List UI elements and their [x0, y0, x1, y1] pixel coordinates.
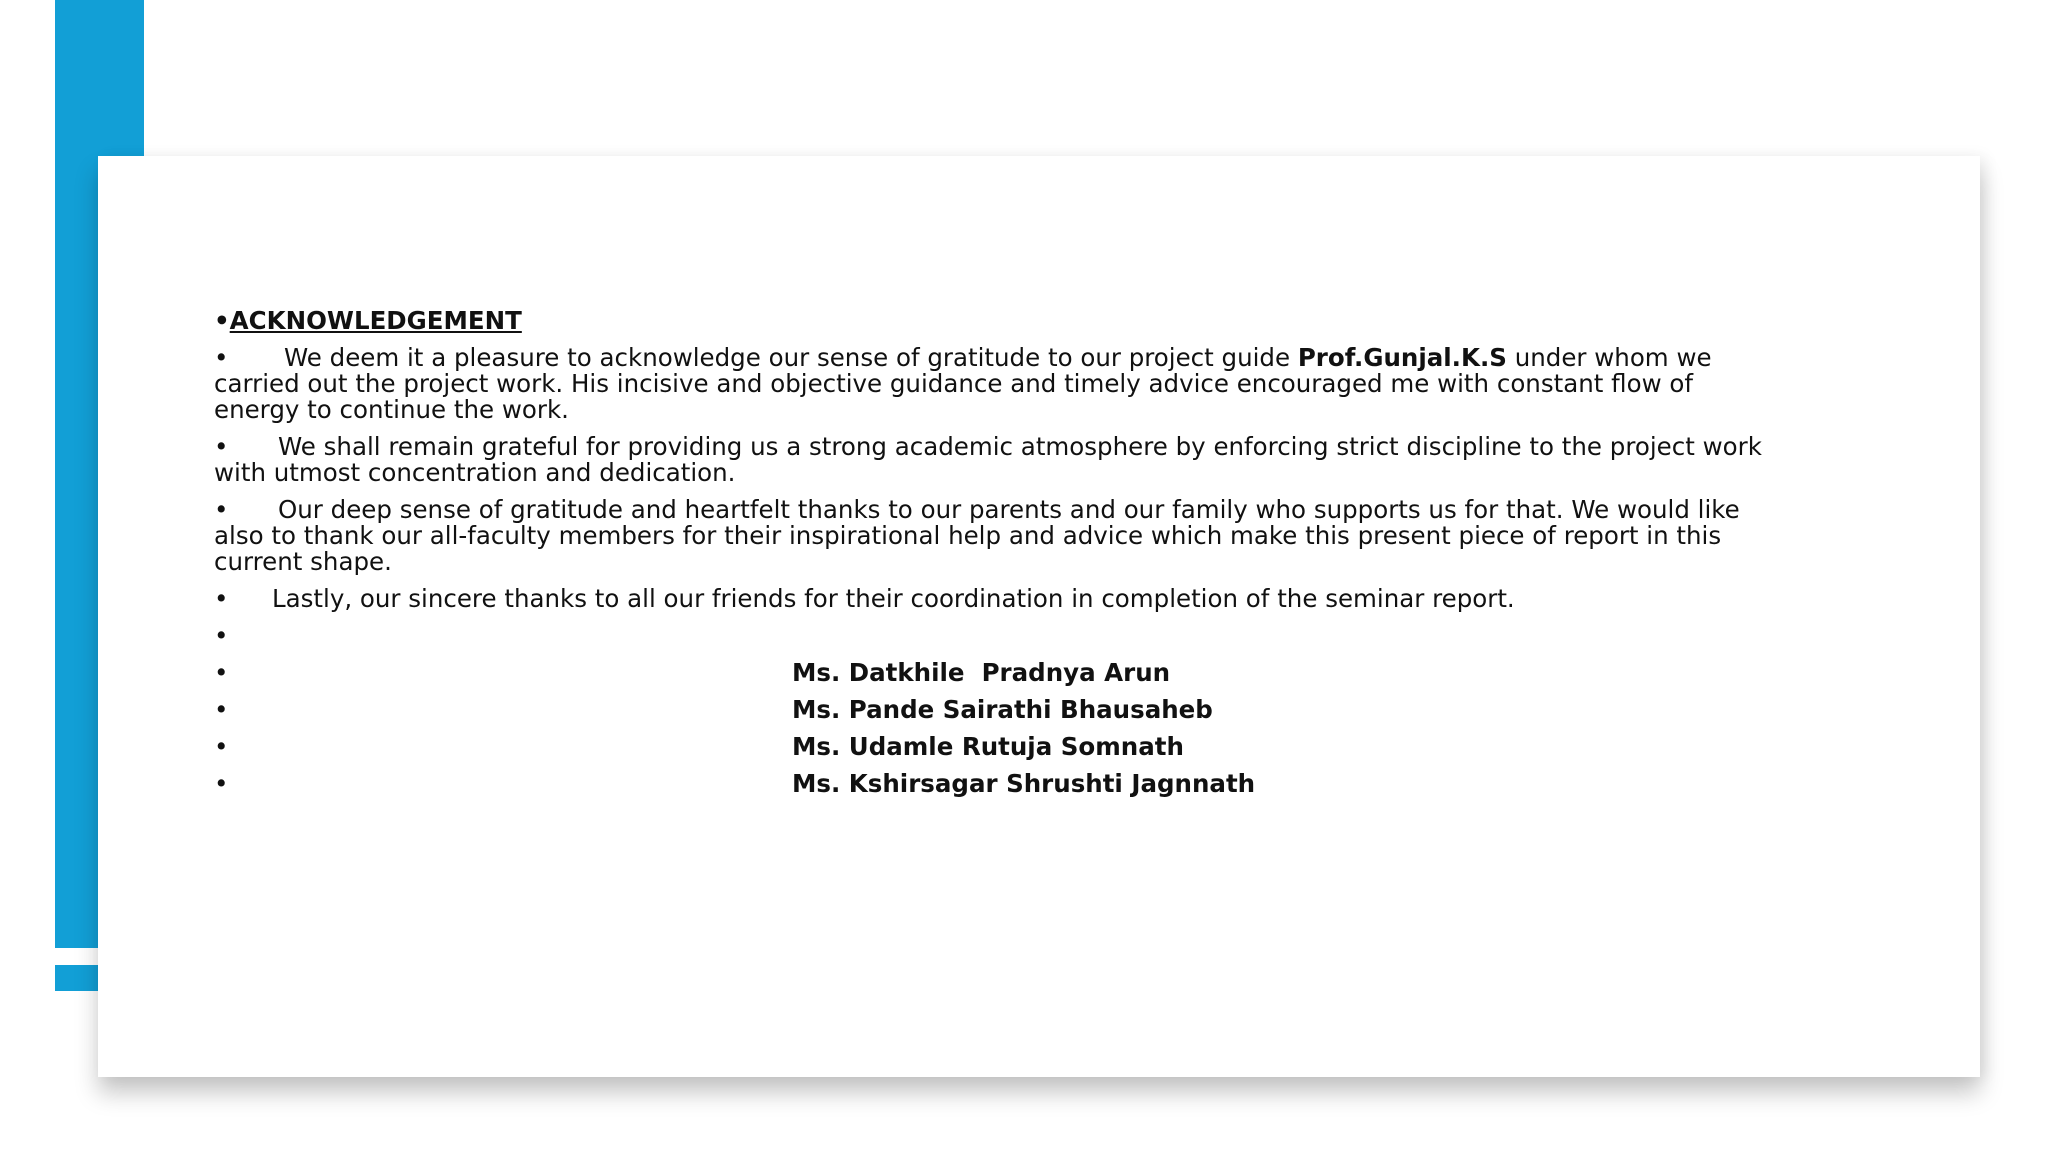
signatory-name: Ms. Udamle Rutuja Somnath	[792, 732, 1184, 761]
accent-bar-small	[55, 965, 98, 991]
signatory-row	[214, 771, 1774, 797]
paragraph-4-text: Lastly, our sincere thanks to all our friends for their coordination in completion of the seminar report.	[272, 584, 1515, 613]
empty-bullet-row	[214, 623, 1774, 649]
bullet: •	[214, 343, 229, 372]
paragraph-1-text-before: We deem it a pleasure to acknowledge our sense of gratitude to our project guide	[284, 343, 1298, 372]
bullet: •	[214, 621, 229, 650]
paragraph-1-text-after: under whom we carried out the project work. His incisive and objective guidance and timely advice encouraged me with constant flow of energy to continue the work.	[214, 343, 1712, 424]
paragraph-4	[214, 586, 1774, 612]
slide-body	[214, 308, 1774, 808]
paragraph-2	[214, 434, 1774, 486]
bullet: •	[214, 306, 230, 335]
paragraph-2-text: We shall remain grateful for providing us a strong academic atmosphere by enforcing strict discipline to the project work with utmost concentration and dedication.	[214, 432, 1762, 487]
heading-title: ACKNOWLEDGEMENT	[229, 306, 522, 335]
bullet: •	[214, 584, 229, 613]
paragraph-1	[214, 345, 1774, 423]
bullet: •	[214, 769, 229, 798]
heading-line	[214, 308, 1774, 334]
bullet: •	[214, 695, 229, 724]
paragraph-3-text: Our deep sense of gratitude and heartfelt thanks to our parents and our family who supports us for that. We would like also to thank our all-faculty members for their inspirational help and advice which make this present piece of report in this current shape.	[214, 495, 1740, 576]
signatory-row	[214, 734, 1774, 760]
signatory-row	[214, 697, 1774, 723]
bullet: •	[214, 732, 229, 761]
accent-bar-left	[55, 156, 98, 948]
bullet: •	[214, 432, 229, 461]
signatory-name: Ms. Datkhile Pradnya Arun	[792, 658, 1171, 687]
signatory-row	[214, 660, 1774, 686]
bullet: •	[214, 658, 229, 687]
signatory-name: Ms. Pande Sairathi Bhausaheb	[792, 695, 1213, 724]
project-guide-name: Prof.Gunjal.K.S	[1297, 343, 1507, 372]
signatory-name: Ms. Kshirsagar Shrushti Jagnnath	[792, 769, 1256, 798]
paragraph-3	[214, 497, 1774, 575]
accent-bar-top	[55, 0, 144, 156]
bullet: •	[214, 495, 229, 524]
